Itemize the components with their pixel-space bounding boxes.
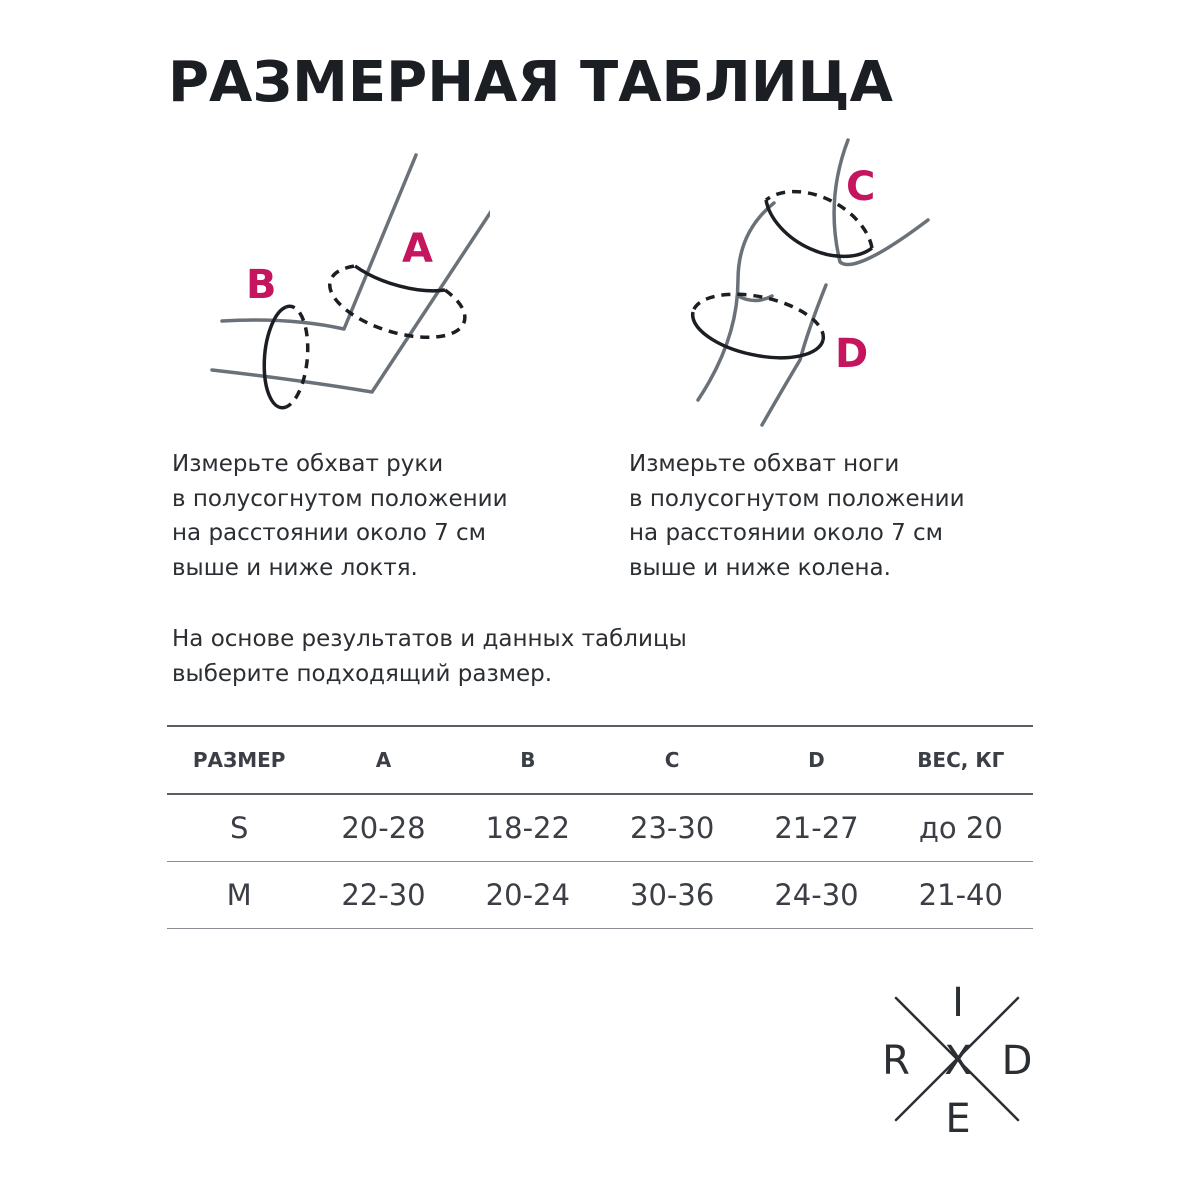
cell-weight: до 20 xyxy=(918,811,1003,845)
measurement-ring-a xyxy=(330,266,465,337)
header-b: B xyxy=(520,748,536,772)
label-d: D xyxy=(835,331,869,377)
label-c: C xyxy=(846,164,876,210)
selection-note-line: На основе результатов и данных таблицы xyxy=(172,626,687,652)
selection-note xyxy=(172,622,687,691)
header-weight: ВЕС, КГ xyxy=(917,748,1005,772)
leg-instruction-line: выше и ниже колена. xyxy=(629,554,891,581)
table-row xyxy=(167,862,1033,929)
cell-a: 20-28 xyxy=(341,811,426,845)
header-c: C xyxy=(664,748,680,772)
brand-logo xyxy=(875,975,1045,1140)
arm-instruction-line: выше и ниже локтя. xyxy=(172,554,418,581)
header-a: A xyxy=(375,748,392,772)
table-header-row xyxy=(167,726,1033,794)
arm-instruction-line: Измерьте обхват руки xyxy=(172,451,444,477)
logo-letter-top: I xyxy=(952,980,964,1026)
label-b: B xyxy=(246,262,277,308)
table-row xyxy=(167,794,1033,862)
size-table xyxy=(167,725,1033,929)
leg-outline-back xyxy=(698,203,774,400)
page-title: РАЗМЕРНАЯ ТАБЛИЦА xyxy=(168,50,893,115)
cell-b: 20-24 xyxy=(485,878,570,912)
cell-c: 23-30 xyxy=(630,811,715,845)
arm-measurement-diagram xyxy=(200,140,490,420)
leg-instructions xyxy=(629,447,965,585)
arm-instructions xyxy=(172,447,508,585)
cell-d: 24-30 xyxy=(774,878,859,912)
header-size: РАЗМЕР xyxy=(192,748,286,772)
cell-weight: 21-40 xyxy=(918,878,1003,912)
leg-instruction-line: на расстоянии около 7 см xyxy=(629,520,944,546)
arm-instruction-line: в полусогнутом положении xyxy=(172,485,508,512)
logo-letter-right: D xyxy=(1001,1038,1033,1084)
leg-outline-shin xyxy=(762,285,826,425)
cell-size: S xyxy=(229,811,249,845)
cell-a: 22-30 xyxy=(341,878,426,912)
cell-b: 18-22 xyxy=(485,811,570,845)
cell-d: 21-27 xyxy=(774,811,859,845)
selection-note-line: выберите подходящий размер. xyxy=(172,660,553,687)
label-a: A xyxy=(402,226,433,272)
cell-c: 30-36 xyxy=(630,878,715,912)
cell-size: M xyxy=(226,878,252,912)
leg-measurement-diagram xyxy=(680,135,950,435)
leg-instruction-line: в полусогнутом положении xyxy=(629,485,965,512)
leg-instruction-line: Измерьте обхват ноги xyxy=(629,451,900,477)
logo-letter-center: X xyxy=(944,1038,972,1084)
logo-letter-bottom: E xyxy=(945,1096,971,1140)
logo-letter-left: R xyxy=(882,1038,910,1084)
header-d: D xyxy=(808,748,825,772)
arm-instruction-line: на расстоянии около 7 см xyxy=(172,520,487,546)
